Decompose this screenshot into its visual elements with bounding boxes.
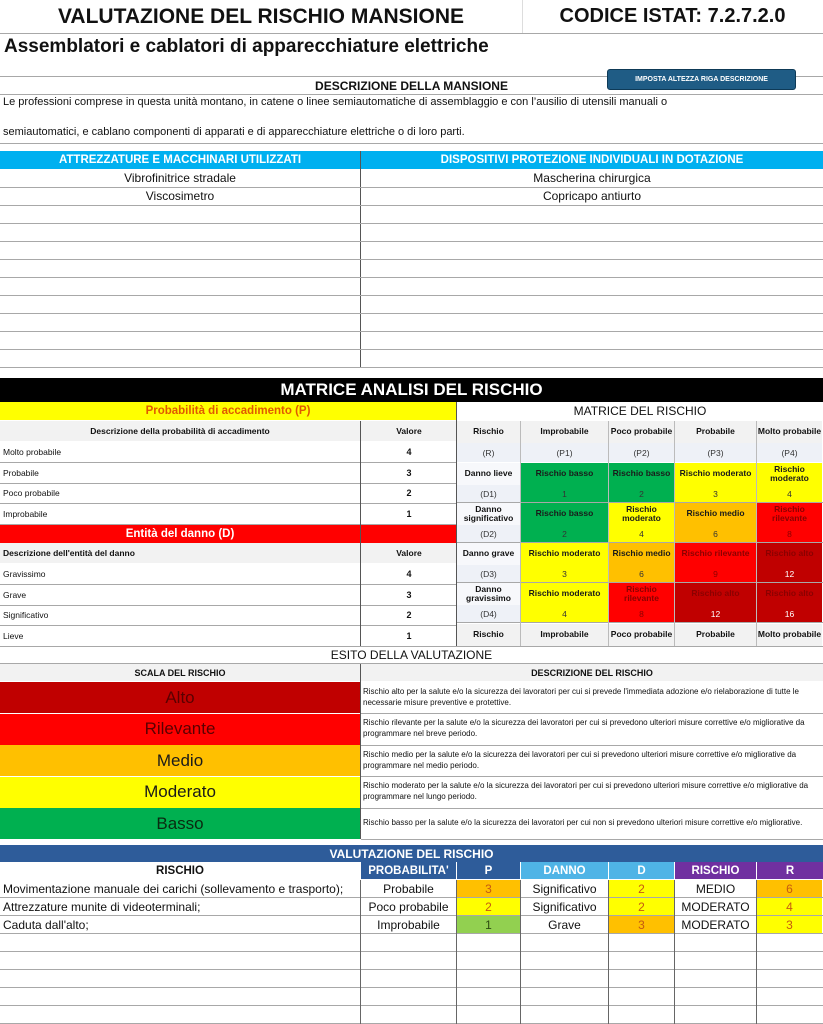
ppe-item[interactable] <box>361 295 823 313</box>
assessment-cell-p[interactable]: 2 <box>457 898 520 915</box>
assessment-cell-p[interactable] <box>457 952 520 969</box>
scale-description: Rischio moderato per la salute e/o la sicurezza dei lavoratori per cui si prevedono ulteriori misure correttive e/o migliorative da programmare nel lungo periodo. <box>363 781 809 801</box>
matrix-row-code: (D2) <box>457 525 520 542</box>
job-title: Assemblatori e cablatori di apparecchiature elettriche <box>4 36 489 57</box>
matrix-col-header: Rischio <box>457 421 520 443</box>
matrix-cell-value: 2 <box>562 528 567 539</box>
grid-line <box>360 664 361 839</box>
scale-level-medio: Medio <box>0 745 360 776</box>
assessment-cell-damage[interactable] <box>521 934 608 951</box>
matrix-row-label: Danno grave <box>457 543 520 565</box>
matrix-col-header: Molto probabile <box>757 421 822 443</box>
assessment-cell-d[interactable] <box>609 988 674 1005</box>
description-line-1: Le professioni comprese in questa unità montano, in catene o linee semiautomatiche di assemblaggio e con l’ausilio di utensili manuali o <box>3 96 668 108</box>
assessment-cell-d[interactable]: 3 <box>609 916 674 933</box>
probability-title: Probabilità di accadimento (P) <box>0 402 456 420</box>
assessment-cell-risk[interactable] <box>3 970 360 987</box>
assessment-header: RISCHIO <box>675 862 756 879</box>
ppe-item[interactable] <box>361 223 823 241</box>
matrix-cell-value: 8 <box>639 608 644 619</box>
assessment-cell-p[interactable] <box>457 1006 520 1023</box>
matrix-footer-header: Rischio <box>457 624 520 646</box>
assessment-cell-r[interactable]: 4 <box>757 898 822 915</box>
grid-line <box>674 880 675 1024</box>
matrix-cell-text: Rischio alto <box>765 588 814 599</box>
assessment-header: D <box>609 862 674 879</box>
matrix-cell-text: Rischio moderato <box>528 548 601 559</box>
equipment-item[interactable] <box>0 277 360 295</box>
grid-line <box>360 421 361 646</box>
assessment-cell-damage[interactable] <box>521 988 608 1005</box>
matrix-cell-text: Rischio rilevante <box>681 548 750 559</box>
assessment-cell-risk[interactable] <box>3 988 360 1005</box>
matrix-cell-text: Rischio basso <box>535 508 594 519</box>
assessment-cell-r[interactable] <box>757 970 822 987</box>
assessment-header: P <box>457 862 520 879</box>
assessment-cell-p[interactable]: 1 <box>457 916 520 933</box>
matrix-cell-value: 4 <box>562 608 567 619</box>
assessment-cell-result[interactable] <box>675 1006 756 1023</box>
assessment-cell-d[interactable] <box>609 1006 674 1023</box>
scale-description: Rischio alto per la salute e/o la sicurezza dei lavoratori per cui si prevede l'immediata adozione e/o rielaborazione di tutte le necessarie misure preventive e protettive. <box>363 686 799 707</box>
damage-label: Lieve <box>3 630 24 641</box>
matrix-cell-text: Rischio medio <box>686 508 745 519</box>
assessment-header: RISCHIO <box>0 862 360 879</box>
matrix-cell-text: Rischio basso <box>535 468 594 479</box>
matrix-col-code: (R) <box>457 443 520 462</box>
assessment-cell-result[interactable]: MEDIO <box>675 880 756 897</box>
scale-description: Rischio rilevante per la salute e/o la sicurezza dei lavoratori per cui si prevedono ulteriori misure correttive e/o migliorative da programmare nel breve periodo. <box>363 718 805 738</box>
equipment-item[interactable] <box>0 349 360 367</box>
description-heading: DESCRIZIONE DELLA MANSIONE <box>315 78 508 93</box>
matrix-footer-header: Probabile <box>675 624 756 646</box>
assessment-cell-result[interactable]: MODERATO <box>675 898 756 915</box>
damage-value: 3 <box>406 589 412 600</box>
grid-line <box>520 880 521 1024</box>
matrix-cell-text: Rischio rilevante <box>624 583 659 603</box>
ppe-item[interactable] <box>361 241 823 259</box>
assessment-cell-probability[interactable] <box>361 970 456 987</box>
equipment-item[interactable] <box>0 331 360 349</box>
matrix-cell-value: 4 <box>639 528 644 539</box>
assessment-cell-risk[interactable] <box>3 934 360 951</box>
assessment-cell-risk[interactable]: Caduta dall'alto; <box>3 916 360 933</box>
damage-description-header: Descrizione dell'entità del danno <box>0 543 360 563</box>
matrix-cell-value: 6 <box>639 568 644 579</box>
set-row-height-button[interactable]: IMPOSTA ALTEZZA RIGA DESCRIZIONE <box>607 69 796 90</box>
assessment-cell-r[interactable] <box>757 1006 822 1023</box>
ppe-header: DISPOSITIVI PROTEZIONE INDIVIDUALI IN DOTAZIONE <box>361 151 823 169</box>
assessment-header: PROBABILITA' <box>361 862 456 879</box>
matrix-cell-value: 4 <box>787 488 792 499</box>
assessment-cell-d[interactable]: 2 <box>609 880 674 897</box>
assessment-cell-d[interactable] <box>609 934 674 951</box>
assessment-cell-r[interactable] <box>757 988 822 1005</box>
outcome-title: ESITO DELLA VALUTAZIONE <box>330 648 493 662</box>
damage-title-value-cell <box>361 525 457 543</box>
matrix-cell-text: Rischio moderato <box>528 588 601 599</box>
matrix-cell-value: 3 <box>713 488 718 499</box>
grid-line <box>361 839 823 840</box>
scale-level-moderato: Moderato <box>0 777 360 808</box>
assessment-cell-probability[interactable]: Poco probabile <box>361 898 456 915</box>
ppe-item[interactable] <box>361 259 823 277</box>
assessment-cell-p[interactable] <box>457 934 520 951</box>
probability-value: 2 <box>406 488 412 498</box>
assessment-cell-probability[interactable] <box>361 952 456 969</box>
grid-line <box>457 622 823 623</box>
page-title: VALUTAZIONE DEL RISCHIO MANSIONE <box>57 4 464 28</box>
equipment-item[interactable]: Vibrofinitrice stradale <box>124 171 236 185</box>
assessment-header: DANNO <box>521 862 608 879</box>
assessment-cell-risk[interactable]: Attrezzature munite di videoterminali; <box>3 898 360 915</box>
value-header: Valore <box>361 543 457 563</box>
matrix-cell-text: Rischio rilevante <box>772 503 807 523</box>
equipment-item[interactable] <box>0 295 360 313</box>
probability-value: 4 <box>406 447 412 457</box>
matrix-cell-value: 8 <box>787 528 792 539</box>
assessment-cell-probability[interactable]: Probabile <box>361 880 456 897</box>
assessment-cell-result[interactable] <box>675 970 756 987</box>
assessment-cell-p[interactable] <box>457 988 520 1005</box>
probability-value: 1 <box>406 508 412 519</box>
equipment-item[interactable]: Viscosimetro <box>145 189 215 203</box>
assessment-cell-risk[interactable] <box>3 952 360 969</box>
ppe-item[interactable]: Mascherina chirurgica <box>533 171 651 185</box>
matrix-col-code: (P1) <box>521 443 608 462</box>
assessment-cell-risk[interactable]: Movimentazione manuale dei carichi (sollevamento e trasporto); <box>3 880 360 897</box>
matrix-row-label: Danno gravissimo <box>457 583 520 605</box>
matrix-cell-value: 12 <box>710 608 721 619</box>
matrix-row-label: Danno significativo <box>457 503 520 525</box>
matrix-cell-text: Rischio alto <box>691 588 740 599</box>
matrix-cell-text: Rischio moderato <box>770 463 809 483</box>
grid-line <box>0 367 823 368</box>
assessment-cell-d[interactable] <box>609 952 674 969</box>
assessment-cell-damage[interactable] <box>521 1006 608 1023</box>
ppe-item[interactable] <box>361 313 823 331</box>
matrix-footer-header: Molto probabile <box>757 624 822 646</box>
probability-value: 3 <box>406 467 412 478</box>
assessment-cell-r[interactable] <box>757 952 822 969</box>
matrix-col-code: (P4) <box>757 443 822 462</box>
damage-value: 4 <box>406 569 412 579</box>
equipment-item[interactable] <box>0 223 360 241</box>
matrix-cell-value: 3 <box>562 568 567 579</box>
ppe-item[interactable] <box>361 331 823 349</box>
description-line-2: semiautomatici, e cablano componenti di apparati e di apparecchiature elettriche o di loro parti. <box>3 126 465 138</box>
probability-label: Molto probabile <box>3 447 62 457</box>
assessment-cell-result[interactable] <box>675 934 756 951</box>
matrix-cell-text: Rischio basso <box>612 468 671 479</box>
probability-description-header: Descrizione della probabilità di accadimento <box>0 421 360 441</box>
damage-label: Gravissimo <box>3 569 46 579</box>
scale-level-alto: Alto <box>0 682 360 713</box>
matrix-col-code: (P2) <box>609 443 674 462</box>
matrix-col-header: Poco probabile <box>609 421 674 443</box>
scale-description: Rischio basso per la salute e/o la sicurezza dei lavoratori per cui non si prevedono ulteriori misure correttive e/o migliorative. <box>363 818 803 828</box>
assessment-cell-probability[interactable]: Improbabile <box>361 916 456 933</box>
scale-level-rilevante: Rilevante <box>0 714 360 745</box>
matrix-cell-text: Rischio alto <box>765 548 814 559</box>
matrix-cell-text: Rischio moderato <box>622 503 661 523</box>
assessment-cell-result[interactable] <box>675 988 756 1005</box>
damage-label: Grave <box>3 589 27 600</box>
assessment-cell-probability[interactable] <box>361 934 456 951</box>
matrix-cell-value: 6 <box>713 528 718 539</box>
probability-label: Probabile <box>3 467 39 478</box>
equipment-item[interactable] <box>0 205 360 223</box>
scale-description: Rischio medio per la salute e/o la sicurezza dei lavoratori per cui si prevedono ulteriori misure correttive e/o migliorative da programmare nel medio periodo. <box>363 749 797 770</box>
equipment-item[interactable] <box>0 241 360 259</box>
ppe-item[interactable] <box>361 349 823 367</box>
matrix-cell-value: 2 <box>639 488 644 499</box>
matrix-footer-header: Improbabile <box>521 624 608 646</box>
assessment-cell-damage[interactable]: Significativo <box>521 880 608 897</box>
scale-header: SCALA DEL RISCHIO <box>0 664 360 681</box>
equipment-item[interactable] <box>0 259 360 277</box>
equipment-header: ATTREZZATURE E MACCHINARI UTILIZZATI <box>0 151 360 169</box>
matrix-col-code: (P3) <box>675 443 756 462</box>
matrix-cell-value: 16 <box>784 608 795 619</box>
grid-line <box>608 421 609 646</box>
matrix-title: MATRICE ANALISI DEL RISCHIO <box>0 378 823 402</box>
matrix-row-label: Danno lieve <box>457 463 520 485</box>
assessment-cell-d[interactable] <box>609 970 674 987</box>
matrix-cell-text: Rischio moderato <box>679 468 752 479</box>
ppe-item[interactable] <box>361 205 823 223</box>
grid-line <box>456 880 457 1024</box>
matrix-row-code: (D3) <box>457 565 520 582</box>
matrix-row-code: (D1) <box>457 485 520 502</box>
value-header: Valore <box>361 421 457 441</box>
matrix-cell-value: 12 <box>784 568 795 579</box>
grid-line <box>756 880 757 1024</box>
damage-value: 2 <box>406 610 412 620</box>
assessment-cell-damage[interactable] <box>521 952 608 969</box>
assessment-cell-p[interactable]: 3 <box>457 880 520 897</box>
assessment-cell-d[interactable]: 2 <box>609 898 674 915</box>
assessment-cell-damage[interactable]: Grave <box>521 916 608 933</box>
matrix-cell-value: 1 <box>562 488 567 499</box>
risk-description-header: DESCRIZIONE DEL RISCHIO <box>361 664 823 681</box>
ppe-item[interactable] <box>361 277 823 295</box>
grid-line <box>520 421 521 646</box>
ppe-item[interactable]: Copricapo antiurto <box>542 189 642 203</box>
matrix-col-header: Improbabile <box>521 421 608 443</box>
assessment-cell-p[interactable] <box>457 970 520 987</box>
assessment-cell-result[interactable] <box>675 952 756 969</box>
grid-line <box>756 421 757 646</box>
matrix-cell-text: Rischio medio <box>612 548 671 559</box>
assessment-cell-r[interactable]: 3 <box>757 916 822 933</box>
grid-line <box>360 880 361 1024</box>
assessment-title: VALUTAZIONE DEL RISCHIO <box>0 845 823 862</box>
risk-matrix-title: MATRICE DEL RISCHIO <box>573 404 707 418</box>
assessment-cell-risk[interactable] <box>3 1006 360 1023</box>
damage-value: 1 <box>406 630 412 641</box>
assessment-cell-r[interactable]: 6 <box>757 880 822 897</box>
grid-line <box>674 421 675 646</box>
matrix-footer-header: Poco probabile <box>609 624 674 646</box>
scale-level-basso: Basso <box>0 808 360 839</box>
equipment-item[interactable] <box>0 313 360 331</box>
assessment-cell-probability[interactable] <box>361 1006 456 1023</box>
assessment-cell-r[interactable] <box>757 934 822 951</box>
grid-line <box>608 880 609 1024</box>
assessment-cell-damage[interactable] <box>521 970 608 987</box>
istat-code: CODICE ISTAT: 7.2.7.2.0 <box>559 5 786 27</box>
assessment-header: R <box>757 862 823 879</box>
assessment-cell-damage[interactable]: Significativo <box>521 898 608 915</box>
matrix-col-header: Probabile <box>675 421 756 443</box>
assessment-cell-probability[interactable] <box>361 988 456 1005</box>
matrix-cell-value: 9 <box>713 568 718 579</box>
damage-label: Significativo <box>3 610 49 620</box>
matrix-row-code: (D4) <box>457 605 520 622</box>
probability-label: Improbabile <box>3 508 48 519</box>
probability-label: Poco probabile <box>3 488 60 498</box>
damage-title: Entità del danno (D) <box>0 525 360 543</box>
assessment-cell-result[interactable]: MODERATO <box>675 916 756 933</box>
